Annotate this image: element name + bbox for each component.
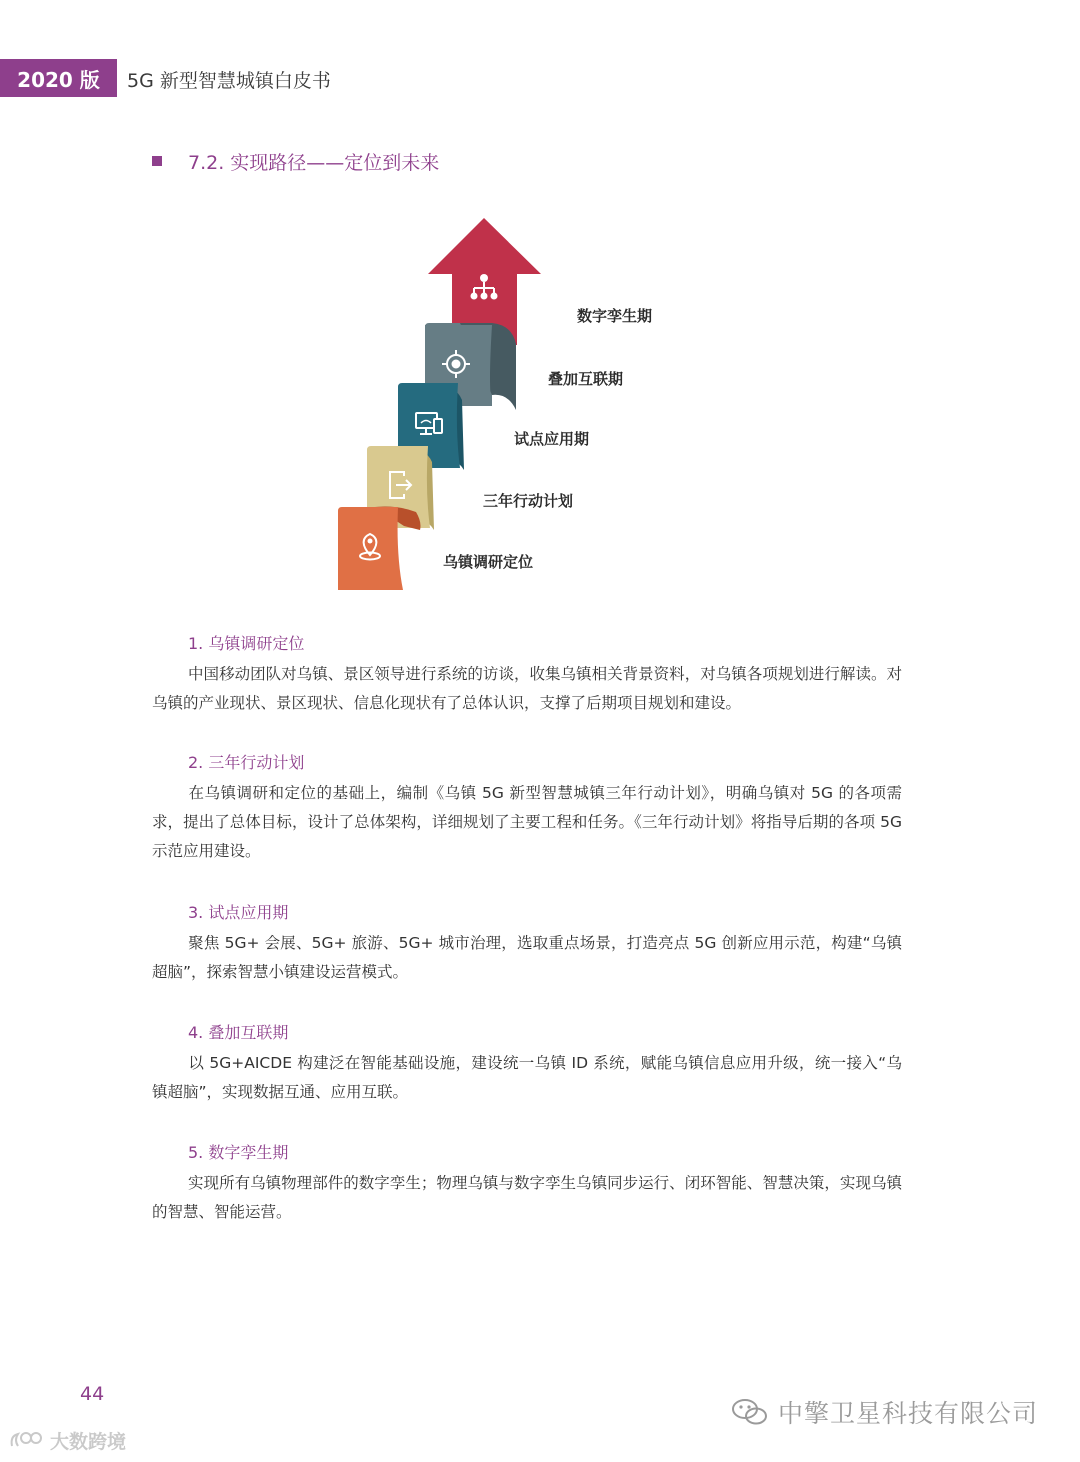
document-title: 5G 新型智慧城镇白皮书 (127, 70, 331, 92)
page-number: 44 (80, 1383, 105, 1405)
item-body-4 (152, 1049, 902, 1107)
watermark-text: 大数跨境 (50, 1431, 127, 1453)
item-heading-5: 5. 数字孪生期 (188, 1143, 289, 1162)
step-block-research (338, 507, 421, 590)
watermark-logo-icon (8, 1430, 44, 1452)
roadmap-diagram (0, 0, 1080, 620)
item-heading-3: 3. 试点应用期 (188, 903, 289, 922)
item-body-text-1: 中国移动团队对乌镇、景区领导进行系统的访谈，收集乌镇相关背景资料，对乌镇各项规划进行解读。对乌镇的产业现状、景区现状、信息化现状有了总体认识，支撑了后期项目规划和建设。 (152, 665, 902, 712)
item-heading-1: 1. 乌镇调研定位 (188, 634, 305, 653)
source-watermark (8, 1427, 126, 1454)
item-body-text-5: 实现所有乌镇物理部件的数字孪生；物理乌镇与数字孪生乌镇同步运行、闭环智能、智慧决策，实现乌镇的智慧、智能运营。 (152, 1174, 902, 1221)
item-heading-4: 4. 叠加互联期 (188, 1023, 289, 1042)
item-body-5 (152, 1169, 902, 1227)
item-body-text-4: 以 5G+AICDE 构建泛在智能基础设施，建设统一乌镇 ID 系统，赋能乌镇信息应用升级，统一接入“乌镇超脑”，实现数据互通、应用互联。 (152, 1054, 902, 1101)
step-label-digital-twin: 数字孪生期 (577, 307, 653, 325)
item-body-1 (152, 660, 902, 718)
section-title: 7.2. 实现路径——定位到未来 (188, 152, 440, 174)
step-label-interconnect: 叠加互联期 (548, 370, 624, 388)
step-label-three-year-plan: 三年行动计划 (483, 492, 574, 510)
item-body-2 (152, 779, 902, 866)
item-body-text-2: 在乌镇调研和定位的基础上，编制《乌镇 5G 新型智慧城镇三年行动计划》，明确乌镇对 5G 的各项需求，提出了总体目标，设计了总体架构，详细规划了主要工程和任务。《三年行动计划》将指导后期的各项 5G 示范应用建设。 (152, 784, 902, 860)
step-label-research: 乌镇调研定位 (443, 553, 534, 571)
company-watermark (730, 1394, 1038, 1430)
edition-label: 2020 版 (17, 67, 100, 92)
wechat-icon (730, 1397, 770, 1427)
item-body-text-3: 聚焦 5G+ 会展、5G+ 旅游、5G+ 城市治理，选取重点场景，打造亮点 5G 创新应用示范，构建“乌镇超脑”，探索智慧小镇建设运营模式。 (152, 934, 902, 981)
company-name: 中擎卫星科技有限公司 (778, 1399, 1039, 1428)
step-label-pilot: 试点应用期 (514, 430, 590, 448)
item-heading-2: 2. 三年行动计划 (188, 753, 305, 772)
item-body-3 (152, 929, 902, 987)
